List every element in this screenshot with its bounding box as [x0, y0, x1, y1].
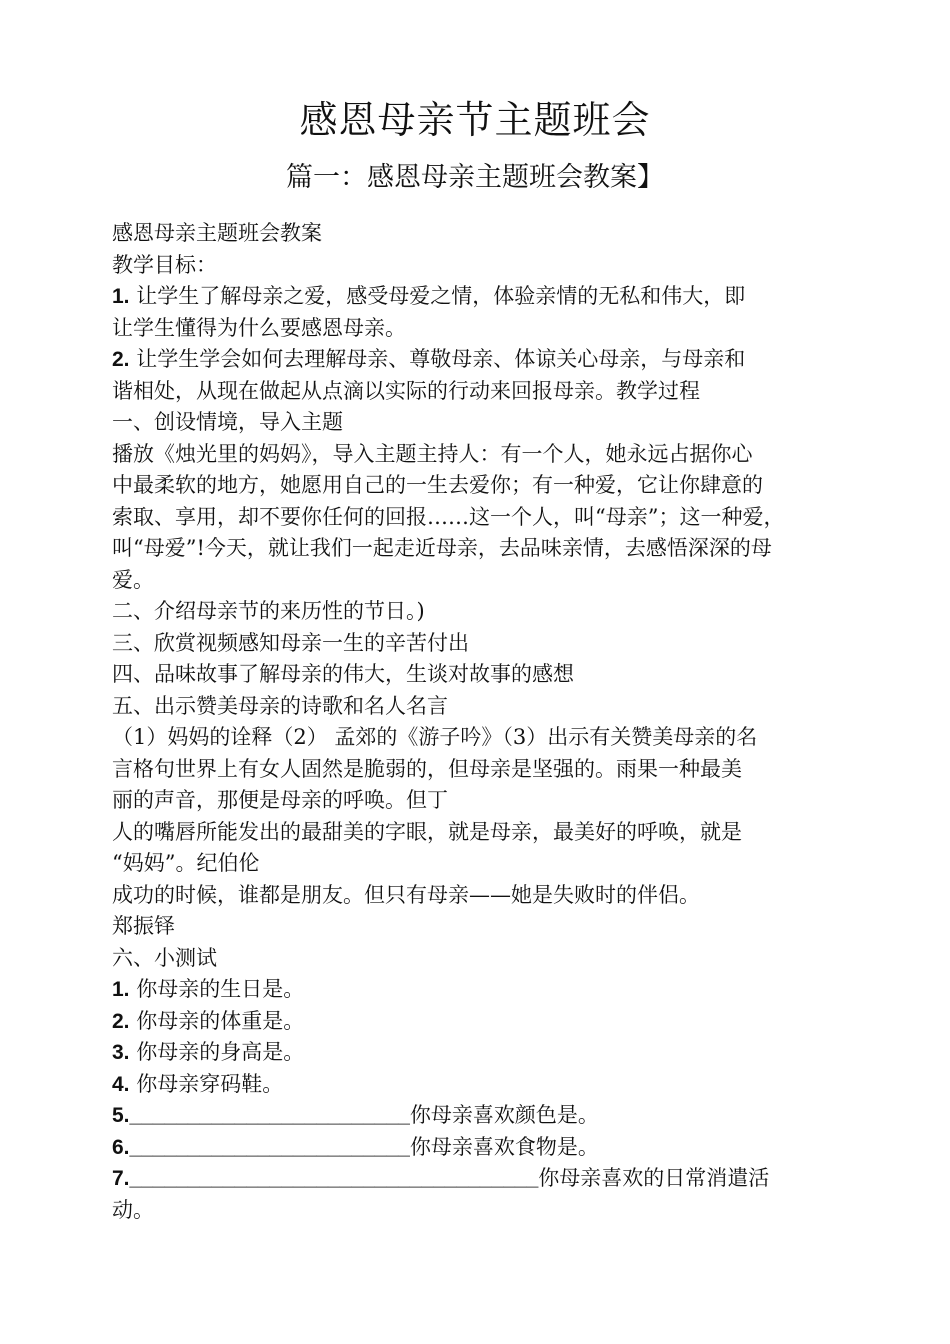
item-number: 2. [112, 1009, 130, 1033]
text-line: 让学生懂得为什么要感恩母亲。 [112, 315, 406, 340]
text-line: “妈妈”。纪伯伦 [112, 851, 260, 875]
text-line: 叫“母爱”!今天，就让我们一起走近母亲，去品味亲情，去感悟深深的母 [112, 536, 772, 560]
item-text: 你母亲喜欢的日常消遣活 [538, 1166, 770, 1190]
item-text: 你母亲穿码鞋。 [129, 1071, 284, 1096]
section-heading: 一、创设情境，导入主题 [112, 410, 343, 434]
item-number: 1. [112, 285, 130, 308]
fill-blank: ________________________ [129, 1104, 410, 1127]
text-line: 播放《烛光里的妈妈》，导入主题主持人：有一个人，她永远占据你心 [112, 441, 753, 466]
document-subtitle: 篇一：感恩母亲主题班会教案】 [286, 162, 664, 193]
item-number: 1. [112, 978, 130, 1001]
item-text: 让学生了解母亲之爱，感受母爱之情，体验亲情的无私和伟大，即 [129, 284, 746, 308]
text-line: 索取、享用，却不要你任何的回报……这一个人，叫“母亲”；这一种爱， [112, 504, 785, 529]
item-number: 4. [112, 1072, 130, 1096]
quiz-item [112, 1069, 842, 1101]
text-line: 丽的声音，那便是母亲的呼唤。但丁 [112, 788, 448, 812]
text-line: 爱。 [112, 567, 154, 592]
fill-blank: ___________________________________ [129, 1167, 539, 1190]
text-line: 感恩母亲主题班会教案 [112, 221, 322, 245]
text-line: 中最柔软的地方，她愿用自己的一生去爱你；有一种爱，它让你肆意的 [112, 473, 763, 497]
document-title: 感恩母亲节主题班会 [299, 98, 651, 142]
item-text: 你母亲喜欢食物是。 [409, 1134, 599, 1159]
fill-blank: ________________________ [129, 1135, 410, 1159]
item-text: 让学生学会如何去理解母亲、尊敬母亲、体谅关心母亲，与母亲和 [129, 347, 746, 371]
text-line: 郑振铎 [112, 914, 175, 938]
document-body [112, 218, 842, 1226]
text-line: 人的嘴唇所能发出的最甜美的字眼，就是母亲，最美好的呼唤，就是 [112, 819, 742, 844]
numbered-line [112, 281, 842, 313]
section-heading: 四、品味故事了解母亲的伟大，生谈对故事的感想 [112, 662, 574, 686]
item-number: 7. [112, 1167, 130, 1190]
item-text: 你母亲的生日是。 [129, 977, 305, 1001]
section-heading: 六、小测试 [112, 945, 217, 970]
text-line: 言格句世界上有女人固然是脆弱的，但母亲是坚强的。雨果一种最美 [112, 756, 742, 781]
text-line: （1）妈妈的诠释（2） 孟郊的《游子吟》（3）出示有关赞美母亲的名 [112, 725, 758, 749]
section-heading: 五、出示赞美母亲的诗歌和名人名言 [112, 693, 448, 718]
item-number: 6. [112, 1135, 130, 1159]
text-line: 谐相处，从现在做起从点滴以实际的行动来回报母亲。教学过程 [112, 378, 700, 403]
text-line: 成功的时候，谁都是朋友。但只有母亲——她是失败时的伴侣。 [112, 882, 700, 907]
item-number: 5. [112, 1104, 130, 1127]
text-line: 动。 [112, 1197, 154, 1222]
numbered-line [112, 344, 842, 376]
item-number: 3. [112, 1041, 130, 1064]
quiz-item [112, 1100, 842, 1132]
quiz-item [112, 1037, 842, 1069]
text-line: 教学目标： [112, 252, 217, 277]
item-text: 你母亲喜欢颜色是。 [409, 1103, 599, 1127]
section-heading: 三、欣赏视频感知母亲一生的辛苦付出 [112, 630, 469, 655]
section-heading: 二、介绍母亲节的来历性的节日。) [112, 599, 425, 623]
quiz-item [112, 1006, 842, 1038]
quiz-item [112, 1163, 842, 1195]
item-number: 2. [112, 348, 130, 371]
quiz-item [112, 1132, 842, 1164]
item-text: 你母亲的体重是。 [129, 1008, 305, 1033]
item-text: 你母亲的身高是。 [129, 1040, 305, 1064]
quiz-item [112, 974, 842, 1006]
